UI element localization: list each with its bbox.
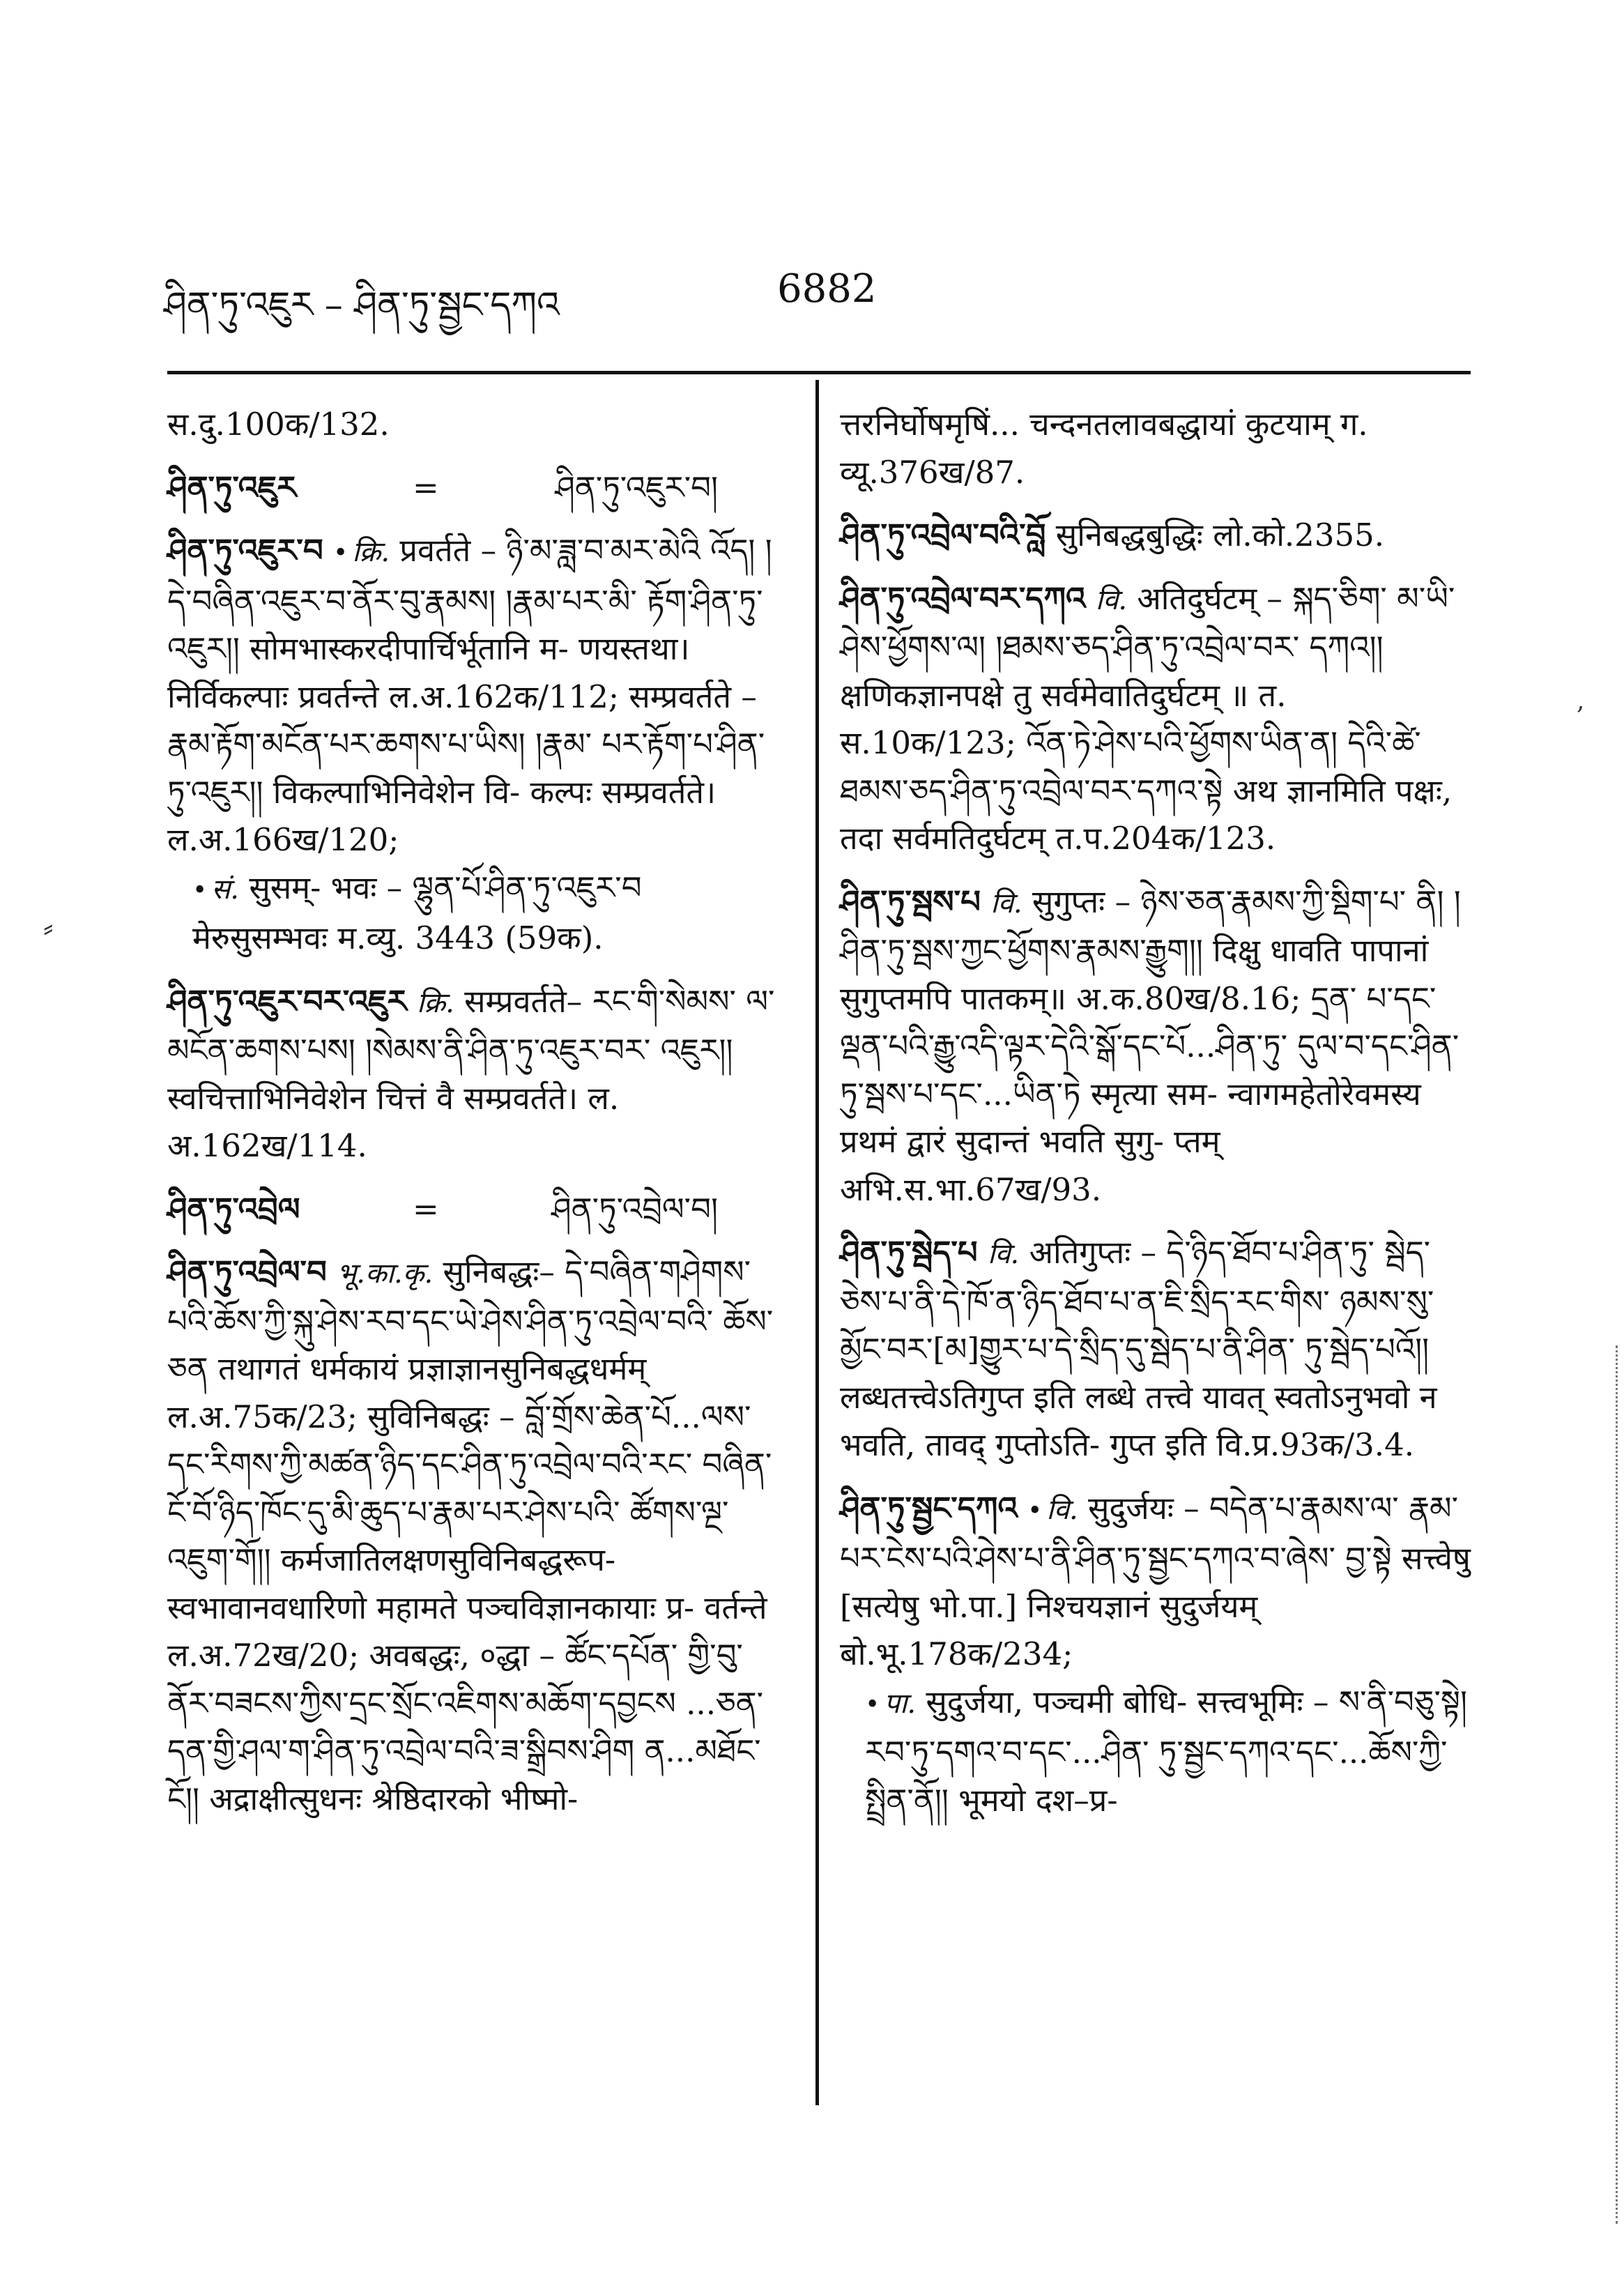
entry-definition: सुनिबद्धबुद्धिः लो.को.2355. [1055, 517, 1385, 553]
dictionary-entry [167, 864, 781, 963]
scan-edge-dots [1616, 1345, 1621, 2224]
grammar-label: वि. [987, 1238, 1020, 1270]
headword: ཤིན་ཏུ་འབྲེལ [167, 1190, 300, 1228]
headword: ཤིན་ཏུ་འབྲེལ་བར་དཀའ [840, 579, 1086, 617]
page-number: 6882 [777, 266, 877, 312]
grammar-label: वि. [1046, 1493, 1078, 1526]
equals-sign: = [413, 468, 439, 506]
header-rule [167, 371, 1471, 374]
grammar-label: भू.का.कृ. [337, 1258, 434, 1290]
bullet-marker: • [192, 876, 208, 905]
running-head-title: ཤིན་ཏུ་འཇུར – ཤིན་ཏུ་སྦྱང་དཀའ [164, 284, 560, 326]
entry-definition: अतिदुर्घटम् – སྐད་ཅིག་ མ་ཡི་ཤེས་ཕྱོགས་ལ། །ཐམས་ཅད་ཤིན་ཏུ་འབྲེལ་བར་ དཀའ།། क्षणिकज्ञानपक्षे तु सर्वमेवातिदुर्घटम् ॥ त. स.10क/123; འོན་ཏེ་ཤེས་པའི་ཕྱོགས་ཡིན་ན། དེའི་ཚེ་ ཐམས་ཅད་ཤིན་ཏུ་འབྲེལ་བར་དཀའ་སྟེ अथ ज्ञानमिति पक्षः, तदा सर्वमतिदुर्घटम् त.प.204क/123. [840, 579, 1455, 857]
headword: ཤིན་ཏུ་སྦེད་པ [840, 1234, 978, 1271]
bullet-marker: • [865, 1690, 880, 1719]
entry-definition: सुसम्- भवः – ལྷུན་པོ་ཤིན་ཏུ་འཇུར་བ मेरुसुसम्भवः म.व्यु. 3443 (59क). [192, 869, 642, 956]
entry-definition: त्तरनिर्घोषमृषिं... चन्दनतलावबद्धायां कुटयाम् ग. व्यू.376ख/87. [840, 406, 1368, 491]
grammar-label: क्रि. [416, 986, 454, 1019]
dictionary-entry [167, 527, 781, 864]
running-header [0, 251, 1624, 335]
margin-mark-left: ⸗ [43, 910, 54, 945]
dictionary-entry [840, 1485, 1471, 1679]
bullet-marker: • [1027, 1496, 1043, 1525]
entry-definition: सुनिबद्धः– དེ་བཞིན་གཤེགས་ པའི་ཆོས་ཀྱི་སྐུ་ཤེས་རབ་དང་ཡེ་ཤེས་ཤིན་ཏུ་འབྲེལ་བའི་ ཆོས་ཅན तथागतं धर्मकायं प्रज्ञाज्ञानसुनिबद्धधर्मम् ल.अ.75क/23; सुविनिबद्धः – བློ་གྲོས་ཆེན་པོ...ལས་ དང་རིགས་ཀྱི་མཚན་ཉིད་དང་ཤིན་ཏུ་འབྲེལ་བའི་རང་ བཞིན་ངོ་བོ་ཉིད་ཁོང་དུ་མི་ཆུད་པ་རྣམ་པར་ཤེས་པའི་ ཚོགས་ལྔ་འཇུག་གོ།། कर्मजातिलक्षणसुविनिबद्धरूप- स्वभावानवधारिणो महामते पञ्चविज्ञानकायाः प्र- वर्तन्ते ल.अ.72ख/20; अवबद्धः, ०द्धा – ཚོང་དཔོན་ གྱི་བུ་ནོར་བཟངས་ཀྱིས་དྲང་སྲོང་འཇིགས་མཆོག་དབྱངས ...ཅན་དན་གྱི་ཤལ་ག་ཤིན་ཏུ་འབྲེལ་བའི་ཟ་སྒྲིབས་ཤིག ན...མཐོང་ངོ།། अद्राक्षीत्सुधनः श्रेष्ठिदारको भीष्मो- [167, 1253, 774, 1817]
equals-sign: = [412, 1190, 439, 1228]
dictionary-entry [840, 512, 1471, 560]
headword: ཤིན་ཏུ་སྦས་པ [840, 883, 981, 920]
dictionary-entry [840, 401, 1471, 496]
dictionary-entry [840, 575, 1471, 863]
cross-reference [167, 464, 781, 512]
entry-definition: स.दु.100क/132. [167, 406, 390, 443]
cross-reference-target: ཤིན་ཏུ་འཇུར་བ། [555, 468, 718, 506]
entry-definition: प्रवर्तते – ཉི་མ་ཟླ་བ་མར་མེའི འོད། །དེ་བཞིན་འཇུར་བ་ནོར་བུ་རྣམས། །རྣམ་པར་མི་ རྟོག་ཤིན་ཏུ་འཇུར།། सोमभास्करदीपार्चिर्भूतानि म- णयस्तथा। निर्विकल्पाः प्रवर्तन्ते ल.अ.162क/112; सम्प्रवर्तते – རྣམ་རྟོག་མངོན་པར་ཆགས་པ་ཡིས། །རྣམ་ པར་རྟོག་པ་ཤིན་ཏུ་འཇུར།། विकल्पाभिनिवेशेन वि- कल्पः सम्प्रवर्तते। ल.अ.166ख/120; [167, 532, 772, 858]
grammar-label: पा. [884, 1687, 917, 1720]
cross-reference [167, 1186, 781, 1234]
cross-reference-target: ཤིན་ཏུ་འབྲེལ་བ། [551, 1190, 718, 1228]
headword: ཤིན་ཏུ་འཇུར་བར་འཇུར [167, 982, 407, 1020]
entry-definition: सम्प्रवर्तते– རང་གི་སེམས་ ལ་མངོན་ཆགས་པས། །སེམས་ནི་ཤིན་ཏུ་འཇུར་བར་ འཇུར།། स्वचित्ताभिनिवेशेन चित्तं वै सम्प्रवर्तते। ल. अ.162ख/114. [167, 982, 775, 1164]
margin-mark-right: , [1577, 687, 1585, 715]
right-column [840, 401, 1471, 1840]
grammar-label: वि. [1095, 583, 1128, 616]
dictionary-entry [840, 1229, 1471, 1469]
left-column [167, 401, 781, 1838]
column-divider [815, 380, 819, 2105]
headword: ཤིན་ཏུ་འབྲེལ་བའི་བློ [840, 517, 1046, 553]
dictionary-entry [167, 978, 781, 1170]
headword: ཤིན་ཏུ་སྦྱང་དཀའ [840, 1489, 1018, 1527]
grammar-label: वि. [990, 887, 1022, 919]
headword: ཤིན་ཏུ་འཇུར་བ [167, 532, 323, 569]
entry-definition: सुदुर्जयः – བདེན་པ་རྣམས་ལ་ རྣམ་པར་ངེས་པའི་ཤེས་པ་ནི་ཤིན་ཏུ་སྦྱང་དཀའ་བ་ཞེས་ བྱ་སྟེ सत्त्वेषु [सत्येषु भो.पा.] निश्चयज्ञानं सुदुर्जयम् बो.भू.178क/234; [840, 1489, 1471, 1672]
entry-definition: सुगुप्तः – ཉེས་ཅན་རྣམས་ཀྱི་སྡིག་པ་ ནི། །ཤིན་ཏུ་སྦས་ཀྱང་ཕྱོགས་རྣམས་རྒྱུག།། दिक्षु धावति पापानां सुगुप्तमपि पातकम्॥ अ.क.80ख/8.16; དྲན་ པ་དང་ལྡན་པའི་རྒྱུ་འདི་ལྟར་དེའི་སྒོ་དང་པོ...ཤིན་ཏུ་ དུལ་བ་དང་ཤིན་ཏུ་སྦས་པ་དང་...ཡིན་ཏེ स्मृत्या सम- न्वागमहेतोरेवमस्य प्रथमं द्वारं सुदान्तं भवति सुगु- प्तम् अभि.स.भा.67ख/93. [840, 883, 1461, 1208]
dictionary-entry [840, 878, 1471, 1214]
bullet-marker: • [333, 539, 348, 567]
entry-definition: सुदुर्जया, पञ्चमी बोधि- सत्त्वभूमिः – ས་ནི་བཅུ་སྟེ། རབ་ཏུ་དགའ་བ་དང་...ཤིན་ ཏུ་སྦྱང་དཀའ་དང་...ཆོས་ཀྱི་སྤྲིན་ནོ།། भूमयो दश–प्र- [865, 1683, 1468, 1819]
dictionary-entry [167, 1249, 781, 1823]
grammar-label: सं. [211, 873, 239, 906]
headword: ཤིན་ཏུ་འཇུར [167, 468, 297, 506]
entry-definition: अतिगुप्तः – དེ་ཉིད་ཐོབ་པ་ཤིན་ཏུ་ སྦེད་ཅེས་པ་ནི་དེ་ཁོ་ན་ཉིད་ཐོབ་པ་ན་ཇི་སྲིད་རང་གིས་ ཉམས་སུ་མྱོང་བར་[མ]གྱུར་པ་དེ་སྲིད་དུ་སྦེད་པ་ནི་ཤིན་ ཏུ་སྦེད་པའོ།། लब्धतत्त्वेऽतिगुप्त इति लब्धे तत्त्वे यावत् स्वतोऽनुभवो न भवति, तावद् गुप्तोऽति- गुप्त इति वि.प्र.93क/3.4. [840, 1234, 1437, 1463]
reference-line [167, 401, 781, 449]
dictionary-entry [840, 1679, 1471, 1825]
grammar-label: क्रि. [352, 536, 390, 568]
headword: ཤིན་ཏུ་འབྲེལ་བ [167, 1253, 327, 1290]
